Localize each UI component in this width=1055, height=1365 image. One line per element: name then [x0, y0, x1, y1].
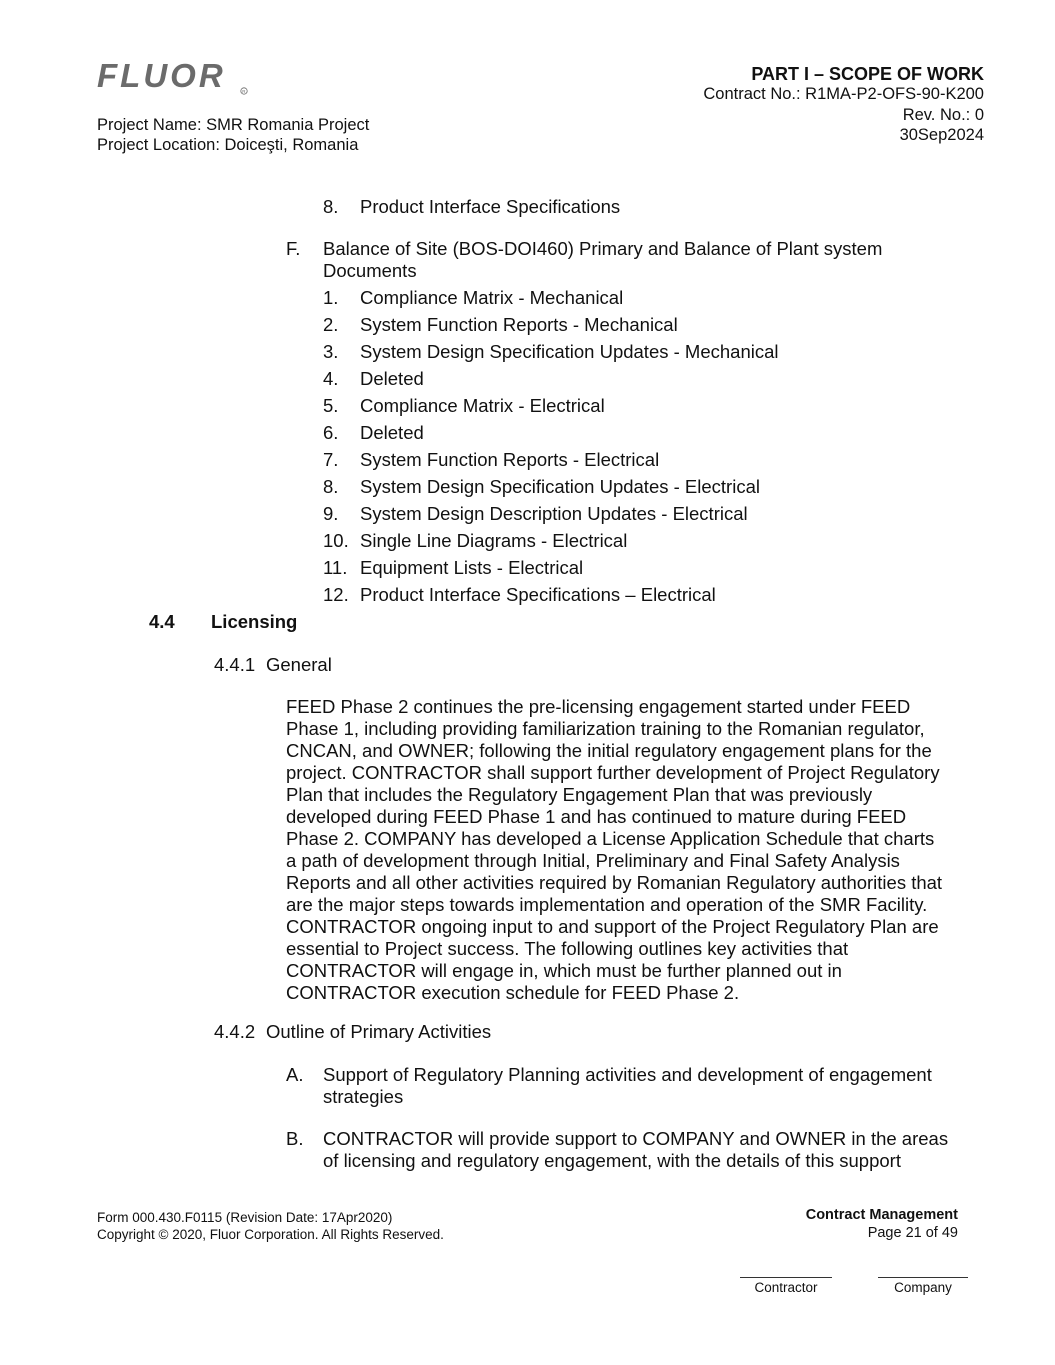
section-title: Licensing — [211, 611, 298, 632]
list-item-number: 9. — [323, 503, 339, 524]
paragraph-line: Plan that includes the Regulatory Engagement Plan that was previously — [286, 784, 873, 805]
list-item-number: 7. — [323, 449, 339, 470]
list-item-number: 8. — [323, 476, 339, 497]
paragraph-line: CNCAN, and OWNER; following the initial regulatory engagement plans for the — [286, 740, 932, 761]
list-item-text: Deleted — [360, 368, 424, 389]
activity-letter: B. — [286, 1128, 304, 1149]
paragraph-line: CONTRACTOR ongoing input to and support of the Project Regulatory Plan are — [286, 916, 939, 937]
activity-text-line2: strategies — [323, 1086, 404, 1107]
paragraph-line: CONTRACTOR will engage in, which must be further planned out in — [286, 960, 842, 981]
paragraph-line: a path of development through Initial, Preliminary and Final Safety Analysis — [286, 850, 900, 871]
section-number: 4.4 — [149, 611, 175, 632]
subsection-title: General — [266, 654, 332, 675]
list-item-number: 3. — [323, 341, 339, 362]
copyright: Copyright © 2020, Fluor Corporation. All Rights Reserved. — [97, 1227, 444, 1242]
list-item-text: System Function Reports - Electrical — [360, 449, 660, 470]
svg-text:R: R — [242, 88, 246, 94]
project-name: Project Name: SMR Romania Project — [97, 116, 370, 134]
list-item-text: System Design Specification Updates - Electrical — [360, 476, 760, 497]
activity-text-line2: of licensing and regulatory engagement, with the details of this support — [323, 1150, 901, 1171]
page-number: Page 21 of 49 — [867, 1225, 958, 1241]
list-item-text: Equipment Lists - Electrical — [360, 557, 584, 578]
company-signature-line — [878, 1277, 968, 1278]
paragraph-line: CONTRACTOR execution schedule for FEED Phase 2. — [286, 982, 740, 1003]
paragraph-line: Phase 1, including providing familiarization training to the Romanian regulator, — [286, 718, 925, 739]
subsection-title: Outline of Primary Activities — [266, 1021, 492, 1042]
list-item-text: System Design Specification Updates - Mechanical — [360, 341, 779, 362]
list-item-text: System Design Description Updates - Electrical — [360, 503, 748, 524]
paragraph-line: are the major steps towards implementation and operation of the SMR Facility. — [286, 894, 928, 915]
subsection-number: 4.4.1 — [214, 654, 256, 675]
list-item-number: 10. — [323, 530, 349, 551]
section-f-title-line1: Balance of Site (BOS-DOI460) Primary and Balance of Plant system — [323, 238, 883, 259]
paragraph-line: FEED Phase 2 continues the pre-licensing engagement started under FEED — [286, 696, 911, 717]
section-f-title-line2: Documents — [323, 260, 417, 281]
revision-number: Rev. No.: 0 — [902, 106, 984, 124]
project-location: Project Location: Doiceşti, Romania — [97, 136, 359, 154]
list-item-number: 8. — [323, 196, 339, 217]
contractor-signature-label: Contractor — [754, 1280, 818, 1295]
part-title: PART I – SCOPE OF WORK — [751, 64, 984, 84]
list-item-text: System Function Reports - Mechanical — [360, 314, 678, 335]
paragraph-line: essential to Project success. The following outlines key activities that — [286, 938, 849, 959]
general-paragraph — [286, 696, 976, 1004]
list-item-text: Deleted — [360, 422, 424, 443]
list-item-number: 11. — [323, 557, 348, 578]
activity-letter: A. — [286, 1064, 304, 1085]
document-date: 30Sep2024 — [899, 126, 984, 144]
paragraph-line: Reports and all other activities required by Romanian Regulatory authorities that — [286, 872, 943, 893]
list-item-number: 1. — [323, 287, 339, 308]
paragraph-line: project. CONTRACTOR shall support further development of Project Regulatory — [286, 762, 940, 783]
list-item-text: Product Interface Specifications – Electrical — [360, 584, 716, 605]
list-item-text: Single Line Diagrams - Electrical — [360, 530, 628, 551]
form-number: Form 000.430.F0115 (Revision Date: 17Apr2020) — [97, 1210, 393, 1225]
activity-text-line1: Support of Regulatory Planning activities and development of engagement — [323, 1064, 932, 1085]
list-item-number: 2. — [323, 314, 339, 335]
activity-text-line1: CONTRACTOR will provide support to COMPANY and OWNER in the areas — [323, 1128, 949, 1149]
subsection-number: 4.4.2 — [214, 1021, 256, 1042]
paragraph-line: Phase 2. COMPANY has developed a License Application Schedule that charts — [286, 828, 935, 849]
department-label: Contract Management — [805, 1207, 958, 1223]
list-item-number: 6. — [323, 422, 339, 443]
list-item-text: Compliance Matrix - Mechanical — [360, 287, 624, 308]
list-item-text: Compliance Matrix - Electrical — [360, 395, 605, 416]
logo-text: FLUOR — [97, 57, 226, 94]
list-item-text: Product Interface Specifications — [360, 196, 621, 217]
paragraph-line: developed during FEED Phase 1 and has continued to mature during FEED — [286, 806, 907, 827]
fluor-logo — [97, 56, 257, 96]
section-f-letter: F. — [286, 238, 301, 259]
list-item-number: 4. — [323, 368, 339, 389]
contractor-signature-line — [740, 1277, 832, 1278]
list-item-number: 12. — [323, 584, 349, 605]
contract-number: Contract No.: R1MA-P2-OFS-90-K200 — [703, 85, 984, 103]
list-item-number: 5. — [323, 395, 339, 416]
company-signature-label: Company — [894, 1280, 952, 1295]
